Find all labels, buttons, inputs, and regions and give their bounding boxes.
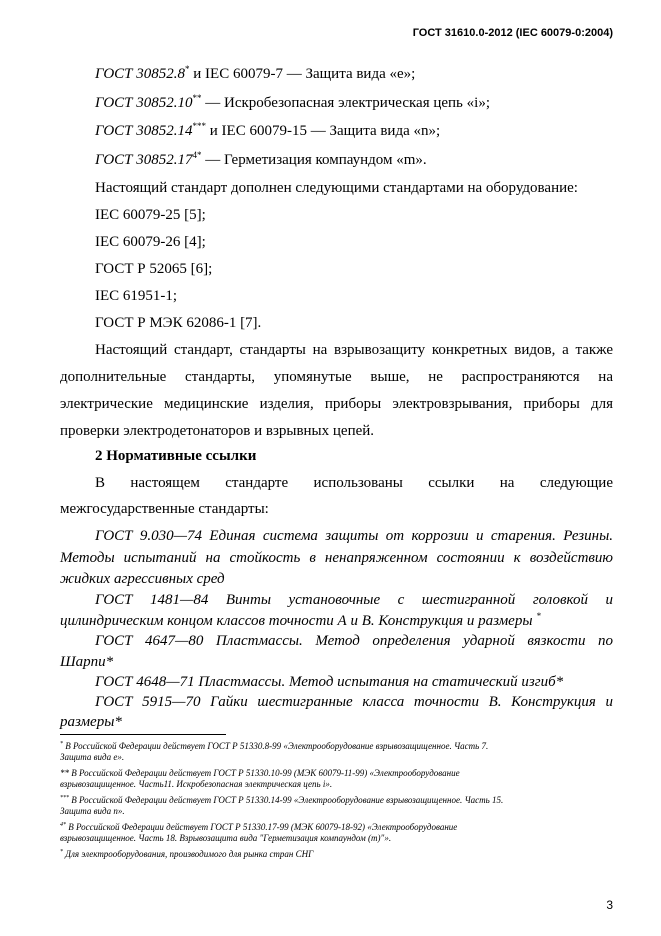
- footnote-text: В Российской Федерации действует ГОСТ Р 51330.14-99 «Электрооборудование взрывозащищенное. Часть 15.: [71, 795, 504, 805]
- list-item: [95, 65, 613, 83]
- footnote-text: Для электрооборудования, производимого для рынка стран СНГ: [65, 849, 314, 859]
- paragraph-line: межгосударственные стандарты:: [60, 501, 269, 517]
- reference-line: ГОСТ 5915—70 Гайки шестигранные класса точности В. Конструкция и: [95, 694, 613, 710]
- list-item-text: и IEC 60079-15 — Защита вида «n»;: [206, 123, 441, 139]
- standard-ref: ГОСТ 30852.14: [95, 123, 193, 139]
- list-item: IEC 60079-25 [5];: [95, 207, 206, 223]
- footnote-mark: **: [60, 768, 69, 778]
- list-item: IEC 61951-1;: [95, 288, 178, 304]
- footnote-text: В Российской Федерации действует ГОСТ Р 51330.8-99 «Электрооборудование взрывозащищенное. Часть 7.: [65, 741, 489, 751]
- reference-line: ГОСТ 4647—80 Пластмассы. Метод определения ударной вязкости по: [95, 633, 613, 649]
- footnote-mark: *: [60, 741, 63, 747]
- footnote-mark: 4*: [192, 150, 202, 160]
- footnote-mark: ***: [60, 795, 69, 801]
- footnote: [60, 768, 613, 779]
- footnote: [60, 849, 613, 860]
- footnote: взрывозащищенное. Часть 18. Взрывозащита вида "Герметизация компаундом (m)"».: [60, 833, 392, 843]
- paragraph: Настоящий стандарт дополнен следующими стандартами на оборудование:: [95, 180, 578, 196]
- reference-text: цилиндрическим концом классов точности А и В. Конструкция и размеры: [60, 613, 533, 629]
- paragraph-line: электрические медицинские изделия, приборы электровзрывания, приборы для: [60, 396, 613, 412]
- reference-line: ГОСТ 1481—84 Винты установочные с шестигранной головкой и: [95, 592, 613, 608]
- footnote-text: В Российской Федерации действует ГОСТ Р 51330.10-99 (МЭК 60079-11-99) «Электрооборудование: [71, 768, 460, 778]
- reference-line: Шарпи*: [60, 654, 114, 670]
- list-item-text: и IEC 60079-7 — Защита вида «е»;: [189, 66, 416, 82]
- paragraph-line: проверки электродетонаторов и взрывных цепей.: [60, 423, 375, 439]
- reference-line: Методы испытаний на стойкость в ненапряженном состоянии к воздействию: [60, 550, 613, 566]
- list-item-text: — Герметизация компаундом «m».: [201, 152, 427, 168]
- reference-line: [60, 612, 613, 630]
- footnote: [60, 822, 613, 833]
- footnote-mark: *: [60, 849, 63, 855]
- list-item-text: — Искробезопасная электрическая цепь «i»;: [201, 95, 490, 111]
- paragraph-line: В настоящем стандарте использованы ссылки на следующие: [95, 475, 613, 491]
- list-item: ГОСТ Р МЭК 62086-1 [7].: [95, 315, 262, 331]
- footnote-mark: 4*: [60, 822, 66, 828]
- footnote-mark: *: [536, 611, 541, 621]
- list-item: IEC 60079-26 [4];: [95, 234, 206, 250]
- reference-line: жидких агрессивных сред: [60, 571, 225, 587]
- footnote-text: В Российской Федерации действует ГОСТ Р 51330.17-99 (МЭК 60079-18-92) «Электрооборудование: [68, 822, 458, 832]
- list-item: [95, 94, 613, 112]
- paragraph-line: Настоящий стандарт, стандарты на взрывозащиту конкретных видов, а также: [95, 342, 613, 358]
- footnote-mark: **: [192, 93, 202, 103]
- footnote-mark: *: [185, 64, 190, 74]
- footnote-divider: [60, 734, 226, 735]
- standard-ref: ГОСТ 30852.8: [95, 66, 186, 82]
- footnote: [60, 795, 613, 806]
- standard-ref: ГОСТ 30852.17: [95, 152, 193, 168]
- footnote: Защита вида е».: [60, 752, 125, 762]
- paragraph-line: дополнительные стандарты, упомянутые выше, не распространяются на: [60, 369, 613, 385]
- list-item: [95, 122, 613, 140]
- list-item: [95, 151, 613, 169]
- reference-line: размеры*: [60, 714, 122, 730]
- footnote: [60, 741, 613, 752]
- footnote: Защита вида n».: [60, 806, 125, 816]
- reference-line: ГОСТ 9.030—74 Единая система защиты от коррозии и старения. Резины.: [95, 528, 613, 544]
- standard-ref: ГОСТ 30852.10: [95, 95, 193, 111]
- page-number: 3: [606, 898, 613, 912]
- footnote-mark: ***: [192, 121, 207, 131]
- list-item: ГОСТ Р 52065 [6];: [95, 261, 213, 277]
- section-heading: 2 Нормативные ссылки: [95, 448, 257, 464]
- footnote: взрывозащищенное. Часть11. Искробезопасная электрическая цепь i».: [60, 779, 333, 789]
- reference-line: ГОСТ 4648—71 Пластмассы. Метод испытания на статический изгиб*: [95, 674, 564, 690]
- running-header: ГОСТ 31610.0-2012 (IEC 60079-0:2004): [412, 27, 613, 39]
